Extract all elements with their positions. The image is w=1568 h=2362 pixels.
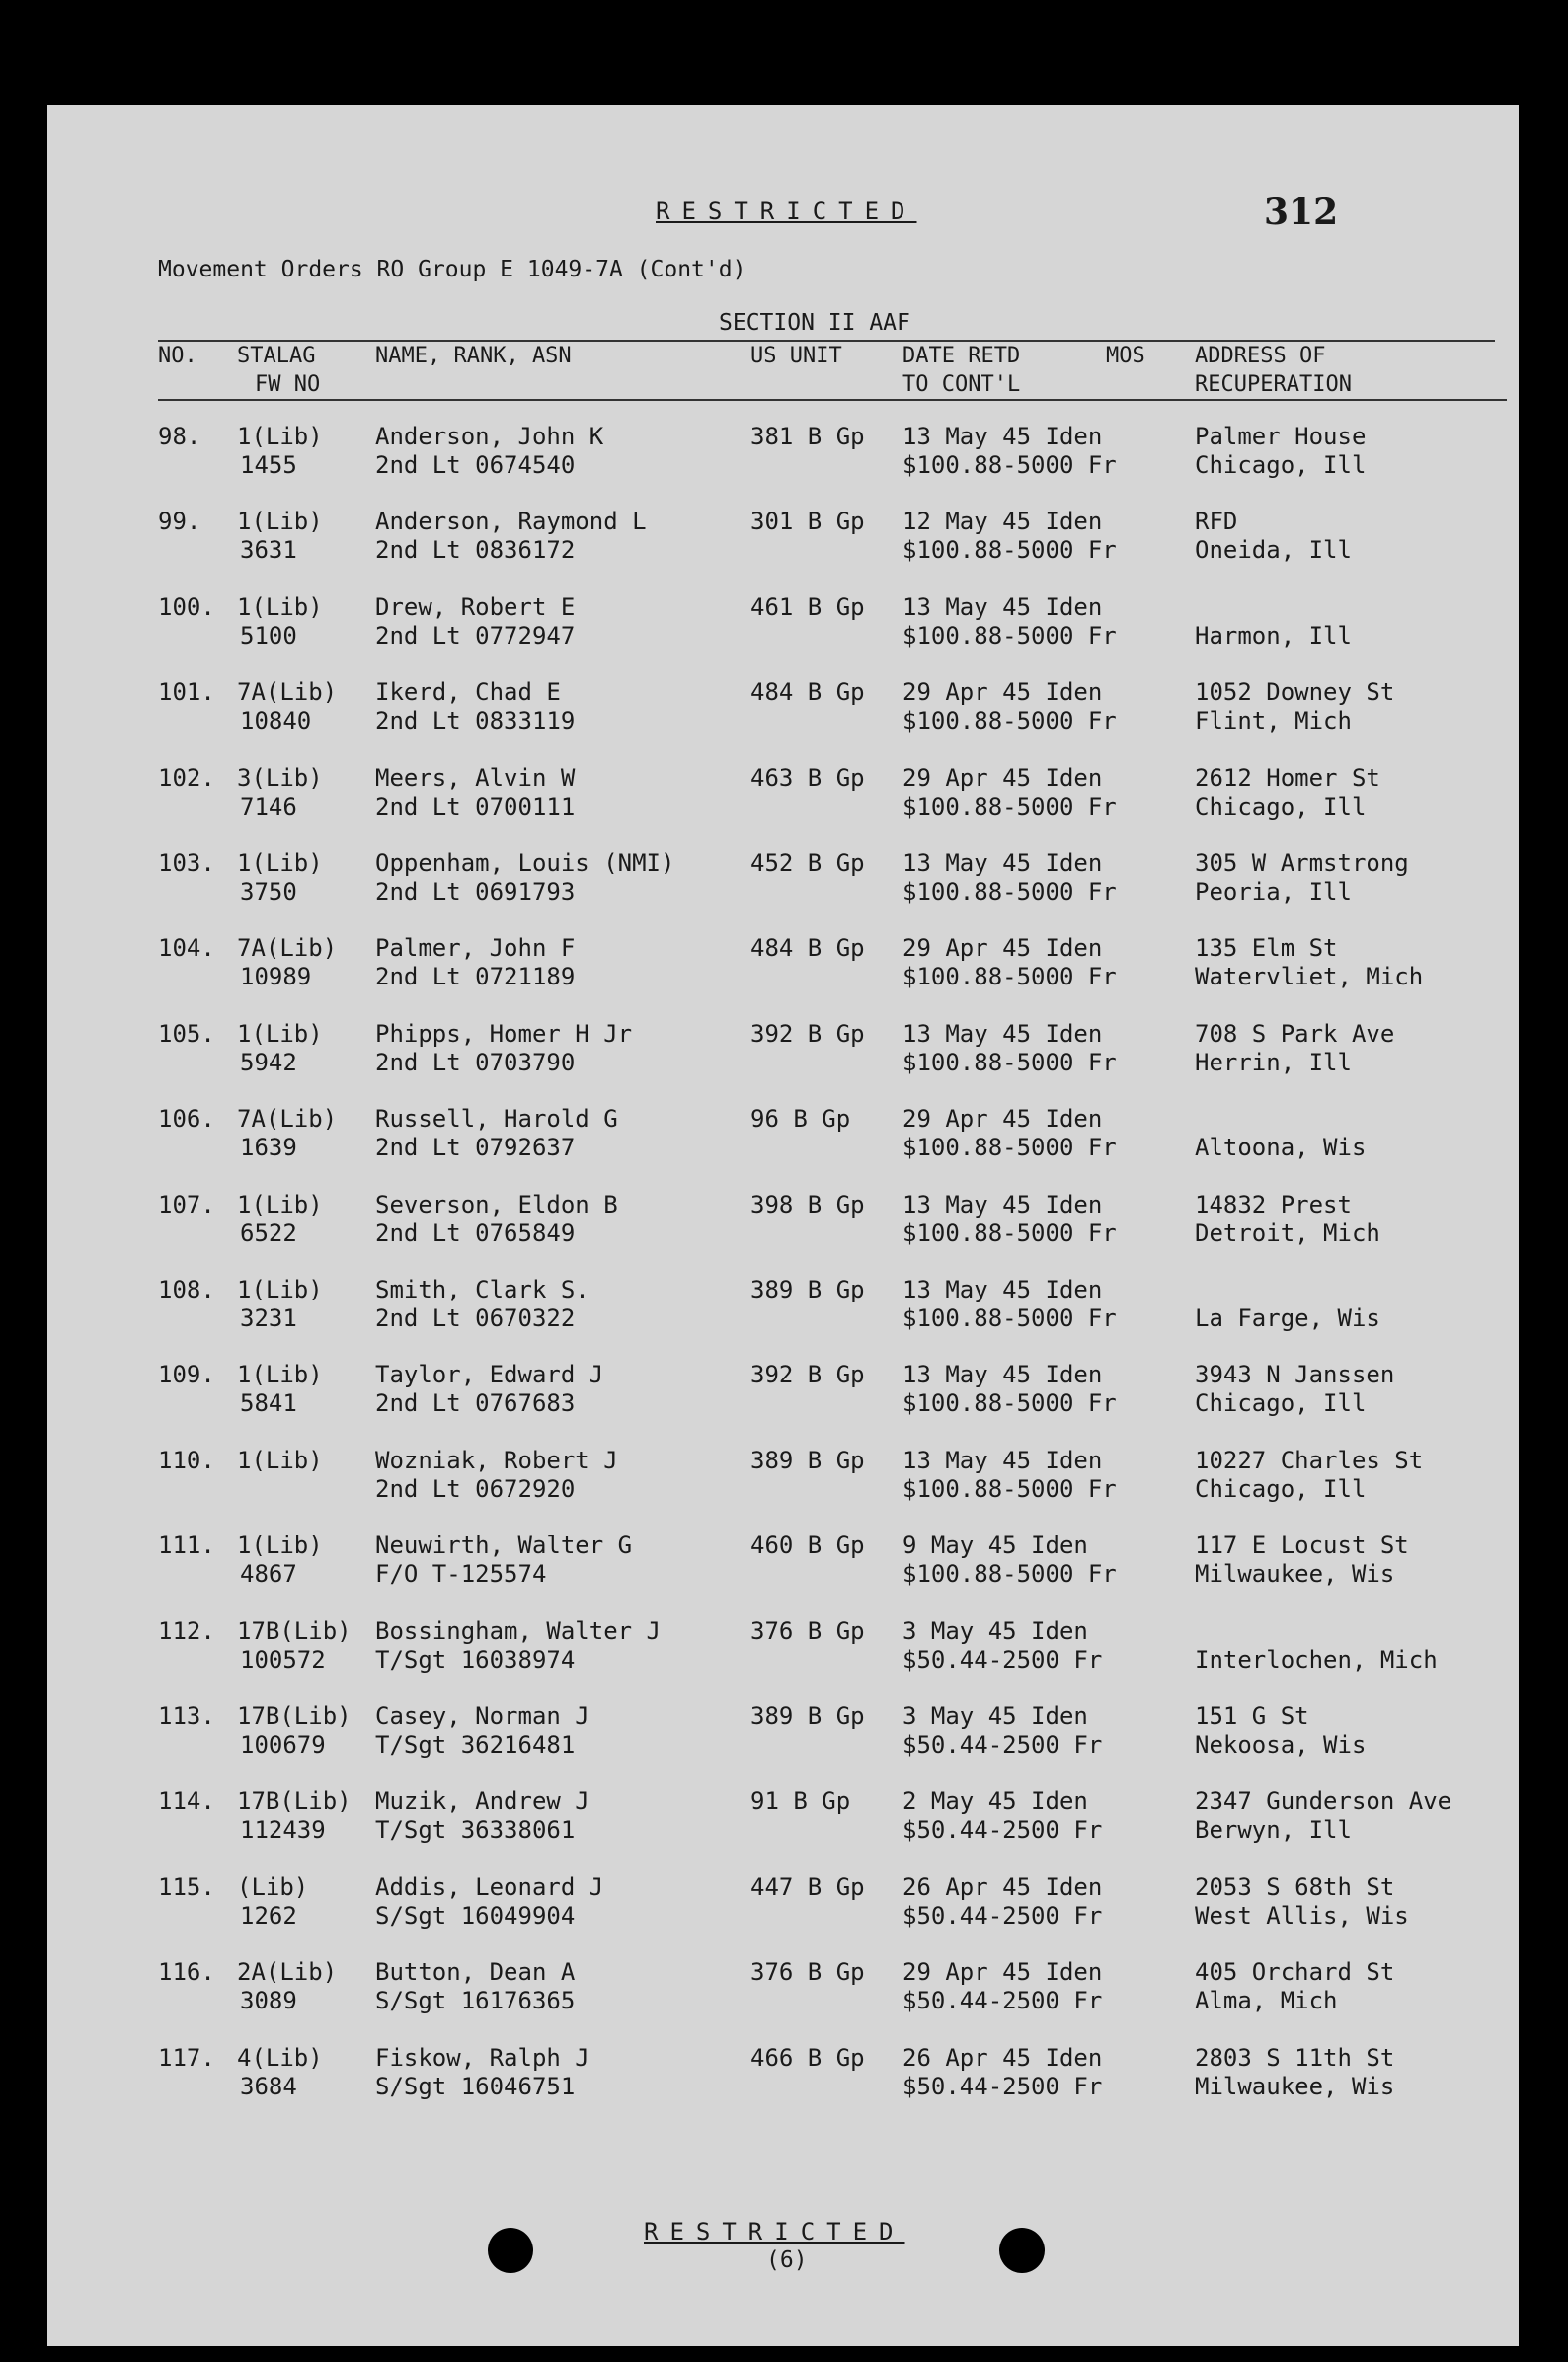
address-line2: Flint, Mich [1195,707,1352,736]
us-unit: 389 B Gp [750,1276,865,1303]
row-number: 113. [158,1702,215,1730]
address-line1: 305 W Armstrong [1195,849,1409,877]
rank-asn: S/Sgt 16176365 [375,1987,576,2015]
payment: $100.88-5000 Fr [902,621,1117,650]
payment: $100.88-5000 Fr [902,878,1117,905]
name: Palmer, John F [375,934,576,963]
punch-hole-left [488,2228,533,2273]
address-line2: Harmon, Ill [1195,621,1352,650]
us-unit: 376 B Gp [750,1958,865,1987]
fw-number: 100679 [240,1731,326,1759]
stalag: 7A(Lib) [237,934,338,963]
footer-page-number: (6) [766,2247,808,2273]
payment: $100.88-5000 Fr [902,1560,1117,1589]
payment: $50.44-2500 Fr [902,1645,1103,1674]
row-number: 107. [158,1190,215,1219]
us-unit: 447 B Gp [750,1872,865,1901]
address-line2: Alma, Mich [1195,1987,1338,2015]
row-number: 102. [158,763,215,792]
address-line2: Interlochen, Mich [1195,1645,1438,1674]
col-date-retd: DATE RETD [902,344,1021,368]
name: Drew, Robert E [375,592,576,621]
col-stalag: STALAG [237,344,316,368]
header-rule-bottom [158,399,1507,401]
table-row [47,1105,1519,1190]
address-line1: 2053 S 68th St [1195,1872,1395,1901]
name: Addis, Leonard J [375,1872,604,1901]
stalag: 17B(Lib) [237,1787,352,1816]
stalag: 7A(Lib) [237,678,338,707]
row-number: 106. [158,1105,215,1134]
address-line2: Milwaukee, Wis [1195,2072,1395,2100]
rank-asn: 2nd Lt 0670322 [375,1304,576,1332]
row-number: 100. [158,592,215,621]
us-unit: 463 B Gp [750,763,865,792]
date-returned: 13 May 45 Iden [902,592,1103,621]
date-returned: 13 May 45 Iden [902,1446,1103,1474]
stalag: 1(Lib) [237,508,323,536]
row-number: 110. [158,1446,215,1474]
us-unit: 461 B Gp [750,592,865,621]
fw-number: 10840 [240,707,312,736]
date-returned: 29 Apr 45 Iden [902,1105,1103,1134]
address-line1: 151 G St [1195,1702,1309,1730]
movement-orders-line: Movement Orders RO Group E 1049-7A (Cont'd) [158,257,746,282]
address-line2: Chicago, Ill [1195,792,1367,821]
name: Russell, Harold G [375,1105,618,1134]
row-number: 99. [158,508,201,536]
address-line2: Watervliet, Mich [1195,963,1424,991]
row-number: 109. [158,1361,215,1389]
col-name: NAME, RANK, ASN [375,344,572,368]
payment: $50.44-2500 Fr [902,1901,1103,1929]
stalag: 2A(Lib) [237,1958,338,1987]
address-line2: Chicago, Ill [1195,451,1367,479]
address-line1: 3943 N Janssen [1195,1361,1395,1389]
us-unit: 392 B Gp [750,1019,865,1048]
row-number: 111. [158,1532,215,1560]
name: Phipps, Homer H Jr [375,1019,633,1048]
address-line1: 2803 S 11th St [1195,2043,1395,2072]
payment: $100.88-5000 Fr [902,1304,1117,1332]
payment: $50.44-2500 Fr [902,2072,1103,2100]
address-line1: RFD [1195,508,1238,536]
address-line2: Milwaukee, Wis [1195,1560,1395,1589]
payment: $100.88-5000 Fr [902,707,1117,736]
stalag: 1(Lib) [237,1019,323,1048]
payment: $100.88-5000 Fr [902,963,1117,991]
address-line1: 14832 Prest [1195,1190,1352,1219]
row-number: 104. [158,934,215,963]
date-returned: 2 May 45 Iden [902,1787,1088,1816]
rank-asn: 2nd Lt 0672920 [375,1474,576,1503]
rank-asn: 2nd Lt 0833119 [375,707,576,736]
row-number: 108. [158,1276,215,1303]
address-line2: Oneida, Ill [1195,536,1352,565]
name: Anderson, Raymond L [375,508,647,536]
table-row [47,1702,1519,1787]
address-line1: 117 E Locust St [1195,1532,1409,1560]
date-returned: 29 Apr 45 Iden [902,763,1103,792]
date-returned: 13 May 45 Iden [902,1276,1103,1303]
date-returned: 29 Apr 45 Iden [902,934,1103,963]
name: Wozniak, Robert J [375,1446,618,1474]
rank-asn: 2nd Lt 0836172 [375,536,576,565]
table-row [47,1361,1519,1446]
date-returned: 26 Apr 45 Iden [902,2043,1103,2072]
stalag: 1(Lib) [237,592,323,621]
address-line2: Berwyn, Ill [1195,1816,1352,1845]
col-to-contl: TO CONT'L [902,372,1021,397]
col-fw-no: FW NO [255,372,321,397]
address-line2: Chicago, Ill [1195,1389,1367,1418]
name: Anderson, John K [375,423,604,450]
us-unit: 466 B Gp [750,2043,865,2072]
name: Fiskow, Ralph J [375,2043,589,2072]
us-unit: 389 B Gp [750,1702,865,1730]
payment: $100.88-5000 Fr [902,536,1117,565]
us-unit: 452 B Gp [750,849,865,877]
us-unit: 376 B Gp [750,1616,865,1645]
table-row [47,423,1519,508]
table-row [47,849,1519,934]
date-returned: 12 May 45 Iden [902,508,1103,536]
table-row [47,593,1519,678]
payment: $100.88-5000 Fr [902,1134,1117,1162]
rank-asn: S/Sgt 16049904 [375,1901,576,1929]
date-returned: 3 May 45 Iden [902,1702,1088,1730]
row-number: 112. [158,1616,215,1645]
col-no: NO. [158,344,197,368]
address-line1: 2347 Gunderson Ave [1195,1787,1452,1816]
name: Neuwirth, Walter G [375,1532,633,1560]
address-line1: 405 Orchard St [1195,1958,1395,1987]
row-number: 116. [158,1958,215,1987]
date-returned: 13 May 45 Iden [902,1019,1103,1048]
section-title: SECTION II AAF [719,310,910,336]
address-line2: Altoona, Wis [1195,1134,1367,1162]
row-number: 115. [158,1872,215,1901]
payment: $100.88-5000 Fr [902,1048,1117,1076]
row-number: 101. [158,678,215,707]
payment: $100.88-5000 Fr [902,792,1117,821]
table-row [47,934,1519,1019]
fw-number: 1455 [240,451,297,479]
name: Oppenham, Louis (NMI) [375,849,675,877]
address-line1: 1052 Downey St [1195,678,1395,707]
date-returned: 9 May 45 Iden [902,1532,1088,1560]
date-returned: 29 Apr 45 Iden [902,1958,1103,1987]
row-number: 114. [158,1787,215,1816]
payment: $100.88-5000 Fr [902,1389,1117,1418]
date-returned: 13 May 45 Iden [902,849,1103,877]
name: Muzik, Andrew J [375,1787,589,1816]
fw-number: 3231 [240,1304,297,1332]
name: Severson, Eldon B [375,1190,618,1219]
payment: $50.44-2500 Fr [902,1731,1103,1759]
date-returned: 13 May 45 Iden [902,423,1103,450]
rank-asn: T/Sgt 36338061 [375,1816,576,1845]
stalag: 17B(Lib) [237,1616,352,1645]
address-line2: Detroit, Mich [1195,1219,1380,1247]
date-returned: 29 Apr 45 Iden [902,678,1103,707]
fw-number: 5942 [240,1048,297,1076]
col-address: ADDRESS OF [1195,344,1326,368]
header-classification: RESTRICTED [656,197,917,225]
address-line2: Nekoosa, Wis [1195,1731,1367,1759]
address-line1: 10227 Charles St [1195,1446,1424,1474]
fw-number: 5841 [240,1389,297,1418]
fw-number: 4867 [240,1560,297,1589]
document-page [47,105,1519,2346]
fw-number: 3750 [240,878,297,905]
payment: $50.44-2500 Fr [902,1816,1103,1845]
fw-number: 1262 [240,1901,297,1929]
table-row [47,764,1519,849]
stalag: 4(Lib) [237,2043,323,2072]
table-row [47,1191,1519,1276]
rank-asn: 2nd Lt 0700111 [375,792,576,821]
rank-asn: 2nd Lt 0674540 [375,451,576,479]
stalag: 1(Lib) [237,1276,323,1303]
rank-asn: S/Sgt 16046751 [375,2072,576,2100]
table-row [47,1787,1519,1872]
table-row [47,1447,1519,1532]
rank-asn: 2nd Lt 0703790 [375,1048,576,1076]
address-line2: Herrin, Ill [1195,1048,1352,1076]
us-unit: 96 B Gp [750,1105,851,1134]
stalag: 1(Lib) [237,849,323,877]
address-line1: 135 Elm St [1195,934,1338,963]
punch-hole-right [999,2228,1045,2273]
date-returned: 3 May 45 Iden [902,1616,1088,1645]
col-mos: MOS [1106,344,1145,368]
stalag: 3(Lib) [237,763,323,792]
fw-number: 3089 [240,1987,297,2015]
rank-asn: T/Sgt 36216481 [375,1731,576,1759]
address-line1: Palmer House [1195,423,1367,450]
payment: $50.44-2500 Fr [902,1987,1103,2015]
stalag: 1(Lib) [237,423,323,450]
rank-asn: F/O T-125574 [375,1560,547,1589]
fw-number: 10989 [240,963,312,991]
date-returned: 13 May 45 Iden [902,1190,1103,1219]
fw-number: 3631 [240,536,297,565]
payment: $100.88-5000 Fr [902,451,1117,479]
stalag: (Lib) [237,1872,309,1901]
table-row [47,1532,1519,1616]
fw-number: 1639 [240,1134,297,1162]
row-number: 105. [158,1019,215,1048]
table-row [47,1617,1519,1702]
name: Casey, Norman J [375,1702,589,1730]
us-unit: 460 B Gp [750,1532,865,1560]
table-row [47,508,1519,592]
page-number: 312 [1264,192,1339,233]
name: Smith, Clark S. [375,1276,589,1303]
us-unit: 398 B Gp [750,1190,865,1219]
fw-number: 3684 [240,2072,297,2100]
rank-asn: 2nd Lt 0691793 [375,878,576,905]
us-unit: 301 B Gp [750,508,865,536]
stalag: 7A(Lib) [237,1105,338,1134]
col-recuperation: RECUPERATION [1195,372,1352,397]
us-unit: 381 B Gp [750,423,865,450]
address-line2: Chicago, Ill [1195,1474,1367,1503]
rank-asn: 2nd Lt 0792637 [375,1134,576,1162]
row-number: 98. [158,423,201,450]
us-unit: 91 B Gp [750,1787,851,1816]
date-returned: 26 Apr 45 Iden [902,1872,1103,1901]
payment: $100.88-5000 Fr [902,1474,1117,1503]
rank-asn: 2nd Lt 0767683 [375,1389,576,1418]
us-unit: 389 B Gp [750,1446,865,1474]
us-unit: 484 B Gp [750,934,865,963]
rank-asn: 2nd Lt 0765849 [375,1219,576,1247]
fw-number: 7146 [240,792,297,821]
footer-classification: RESTRICTED [644,2218,905,2245]
stalag: 1(Lib) [237,1361,323,1389]
payment: $100.88-5000 Fr [902,1219,1117,1247]
address-line1: 708 S Park Ave [1195,1019,1395,1048]
address-line2: Peoria, Ill [1195,878,1352,905]
name: Button, Dean A [375,1958,576,1987]
stalag: 17B(Lib) [237,1702,352,1730]
address-line2: West Allis, Wis [1195,1901,1409,1929]
fw-number: 112439 [240,1816,326,1845]
rank-asn: 2nd Lt 0721189 [375,963,576,991]
name: Taylor, Edward J [375,1361,604,1389]
table-row [47,2044,1519,2129]
us-unit: 484 B Gp [750,678,865,707]
table-row [47,1873,1519,1958]
rank-asn: T/Sgt 16038974 [375,1645,576,1674]
address-line1: 2612 Homer St [1195,763,1380,792]
table-row [47,1020,1519,1105]
table-row [47,678,1519,763]
fw-number: 5100 [240,621,297,650]
date-returned: 13 May 45 Iden [902,1361,1103,1389]
row-number: 103. [158,849,215,877]
rank-asn: 2nd Lt 0772947 [375,621,576,650]
stalag: 1(Lib) [237,1190,323,1219]
table-row [47,1276,1519,1361]
col-unit: US UNIT [750,344,842,368]
name: Bossingham, Walter J [375,1616,661,1645]
stalag: 1(Lib) [237,1446,323,1474]
table-row [47,1958,1519,2043]
stalag: 1(Lib) [237,1532,323,1560]
name: Ikerd, Chad E [375,678,561,707]
fw-number: 100572 [240,1645,326,1674]
fw-number: 6522 [240,1219,297,1247]
name: Meers, Alvin W [375,763,576,792]
us-unit: 392 B Gp [750,1361,865,1389]
row-number: 117. [158,2043,215,2072]
address-line2: La Farge, Wis [1195,1304,1380,1332]
